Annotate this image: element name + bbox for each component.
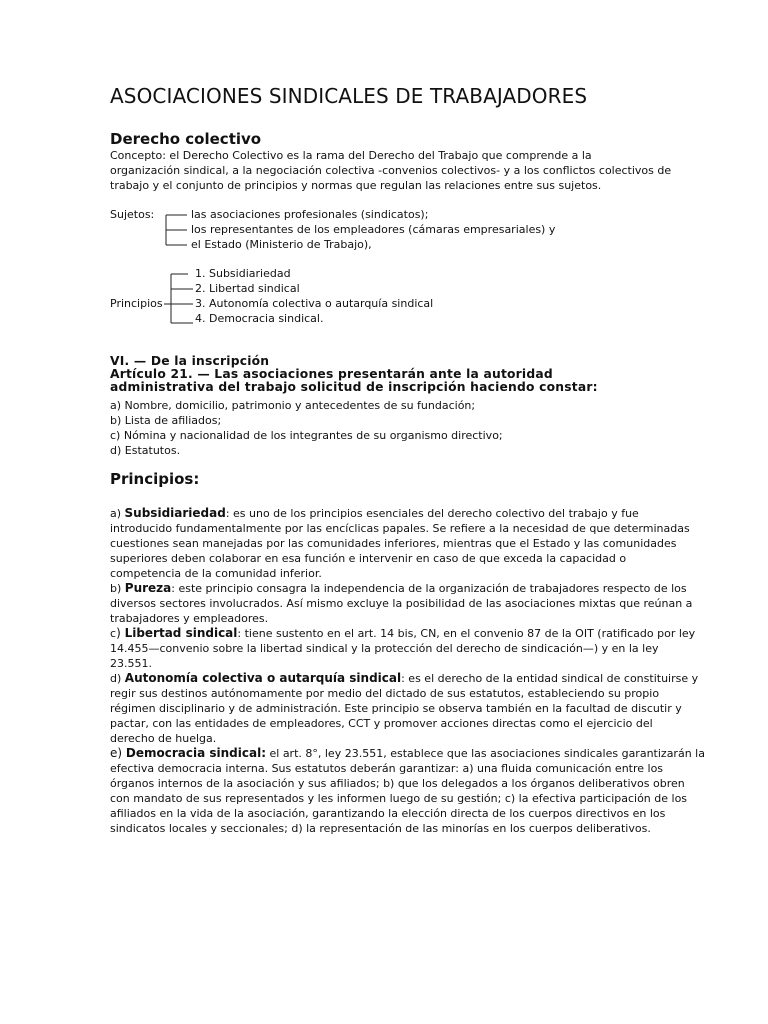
list-item: c) Nómina y nacionalidad de los integrantes de su organismo directivo;: [110, 429, 503, 442]
text-line: trabajadores y empleadores.: [110, 612, 269, 625]
principios-body: [110, 506, 705, 836]
principios-label: Principios: [110, 297, 163, 310]
text-line: sindicatos locales y seccionales; d) la representación de las minorías en los cuerpos deliberativos.: [110, 822, 651, 835]
text-line: afiliados en la vida de la asociación, garantizando la elección directa de los cuerpos directivos en los: [110, 807, 666, 820]
text-line: efectiva democracia interna. Sus estatutos deberán garantizar: a) una fluida comunicación entre los: [110, 762, 664, 775]
heading-line: administrativa del trabajo solicitud de inscripción haciendo constar:: [110, 380, 598, 394]
text-line: trabajo y el conjunto de principios y normas que regulan las relaciones entre sus sujetos.: [110, 179, 602, 192]
text-line: diversos sectores involucrados. Así mismo excluye la posibilidad de las asociaciones mixtas que reúnan a: [110, 597, 693, 610]
item-prefix: e): [110, 746, 126, 760]
principio-list-item: 2. Libertad sindical: [195, 282, 300, 295]
text-run: : este principio consagra la independencia de la organización de trabajadores respecto de los: [171, 582, 687, 595]
list-item: d) Estatutos.: [110, 444, 181, 457]
text-line: derecho de huelga.: [110, 732, 217, 745]
text-line: 14.455—convenio sobre la libertad sindical y la protección del derecho de sindicación—) y en la ley: [110, 642, 659, 655]
item-prefix: d): [110, 672, 125, 685]
inscripcion-heading: [110, 355, 670, 394]
principio-term: Subsidiariedad: [124, 506, 226, 520]
text-line: cuestiones sean manejadas por las comunidades inferiores, mientras que el Estado y las comunidades: [110, 537, 677, 550]
sujeto-item: el Estado (Ministerio de Trabajo),: [191, 238, 372, 251]
principio-c-first-line: [110, 626, 696, 641]
sujeto-item: los representantes de los empleadores (cámaras empresariales) y: [191, 223, 556, 236]
text-run: : es uno de los principios esenciales del derecho colectivo del trabajo y fue: [225, 507, 639, 520]
principio-list-item: 4. Democracia sindical.: [195, 312, 324, 325]
item-prefix-paren: ): [116, 626, 125, 640]
principio-e-first-line: [110, 746, 705, 761]
sujeto-item: las asociaciones profesionales (sindicatos);: [191, 208, 429, 221]
text-line: organización sindical, a la negociación colectiva -convenios colectivos- y a los conflictos colectivos de: [110, 164, 672, 177]
item-prefix: a): [110, 507, 125, 520]
text-line: régimen disciplinario y de administración. Este principio se observa también en la facultad de discutir y: [110, 702, 682, 715]
principio-b-first-line: [110, 581, 687, 596]
list-item: b) Lista de afiliados;: [110, 414, 222, 427]
text-run: : es el derecho de la entidad sindical de constituirse y: [401, 672, 699, 685]
principio-term: Autonomía colectiva o autarquía sindical: [124, 671, 402, 685]
heading-line: VI. — De la inscripción: [110, 354, 270, 368]
inscripcion-list: [110, 398, 670, 458]
item-prefix: c: [110, 627, 117, 640]
text-run: el art. 8°, ley 23.551, establece que las asociaciones sindicales garantizarán la: [266, 747, 705, 760]
principio-list-item: 1. Subsidiariedad: [195, 267, 291, 280]
text-line: con mandato de sus representados y les informen luego de su gestión; c) la efectiva participación de los: [110, 792, 688, 805]
text-line: Concepto: el Derecho Colectivo es la rama del Derecho del Trabajo que comprende a la: [110, 149, 592, 162]
text-run: : tiene sustento en el art. 14 bis, CN, en el convenio 87 de la OIT (ratificado por ley: [237, 627, 696, 640]
principio-term: Pureza: [124, 581, 172, 595]
text-line: introducido fundamentalmente por las encíclicas papales. Se refiere a la necesidad de que determinadas: [110, 522, 690, 535]
text-line: regir sus destinos autónomamente por medio del dictado de sus estatutos, estableciendo su propio: [110, 687, 660, 700]
text-line: competencia de la comunidad inferior.: [110, 567, 322, 580]
document-title: ASOCIACIONES SINDICALES DE TRABAJADORES: [110, 84, 588, 108]
text-line: pactar, con las entidades de empleadores, CCT y promover acciones directas como el ejercicio del: [110, 717, 653, 730]
item-prefix: b): [110, 582, 125, 595]
text-line: superiores deben colaborar en esa función e intervenir en caso de que exceda la capacidad o: [110, 552, 627, 565]
principio-term: Libertad sindical: [124, 626, 238, 640]
principio-term: Democracia sindical:: [125, 746, 266, 760]
list-item: a) Nombre, domicilio, patrimonio y antecedentes de su fundación;: [110, 399, 476, 412]
text-line: órganos internos de la asociación y sus afiliados; b) que los delegados a los órganos deliberativos obren: [110, 777, 685, 790]
principio-list-item: 3. Autonomía colectiva o autarquía sindical: [195, 297, 434, 310]
text-line: 23.551.: [110, 657, 152, 670]
principio-d-first-line: [110, 671, 699, 686]
heading-line: Artículo 21. — Las asociaciones presentarán ante la autoridad: [110, 367, 553, 381]
principio-a-first-line: [110, 506, 670, 521]
sujetos-label: Sujetos:: [110, 208, 155, 221]
derecho-colectivo-heading: Derecho colectivo: [110, 130, 262, 148]
principios-heading: Principios:: [110, 470, 200, 488]
